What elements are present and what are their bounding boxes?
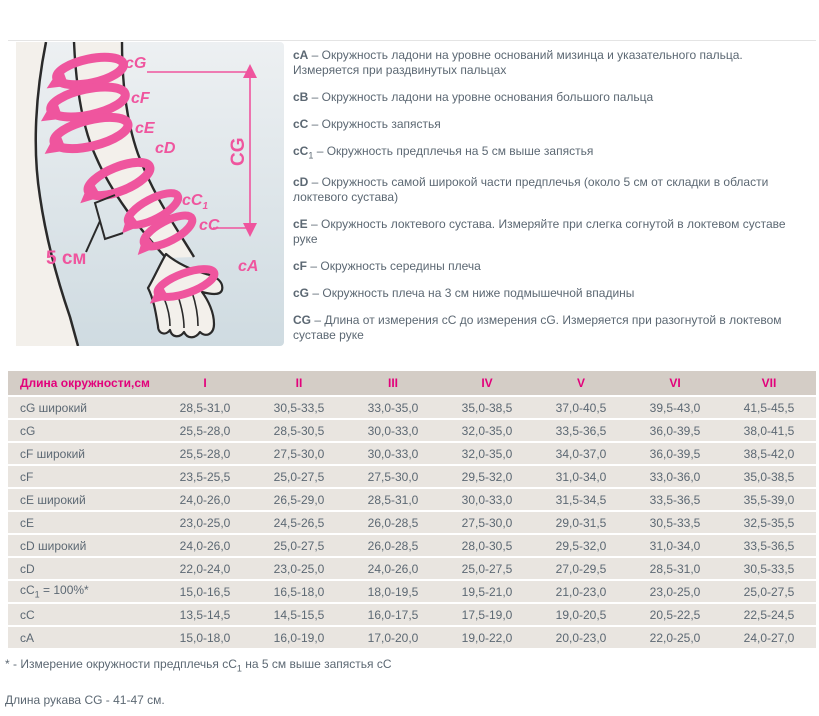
size-table bbox=[8, 369, 816, 650]
measurement-description: cB – Окружность ладони на уровне основания большого пальца bbox=[293, 90, 654, 104]
size-range-cell: 31,0-34,0 bbox=[628, 535, 722, 556]
size-range-cell: 22,0-25,0 bbox=[628, 627, 722, 648]
size-range-cell: 22,5-24,5 bbox=[722, 604, 816, 625]
size-range-cell: 31,5-34,5 bbox=[534, 489, 628, 510]
size-range-cell: 30,5-33,5 bbox=[252, 397, 346, 418]
row-label: cF bbox=[8, 466, 158, 487]
size-range-cell: 33,0-36,0 bbox=[628, 466, 722, 487]
measurement-description: $cC_1$ – Окружность предплечья на 5 см выше запястья bbox=[293, 144, 594, 161]
size-table-header-row bbox=[8, 371, 816, 395]
footnote-asterisk: * - Измерение окружности предплечья $сС_1$ на 5 см выше запястья сС bbox=[5, 657, 392, 674]
size-range-cell: 17,5-19,0 bbox=[440, 604, 534, 625]
table-row bbox=[8, 558, 816, 579]
band-label-cc1: $cC_1$ bbox=[182, 192, 209, 212]
column-header-size: II bbox=[252, 371, 346, 395]
size-range-cell: 14,5-15,5 bbox=[252, 604, 346, 625]
size-range-cell: 32,0-35,0 bbox=[440, 420, 534, 441]
size-range-cell: 24,0-27,0 bbox=[722, 627, 816, 648]
size-range-cell: 25,0-27,5 bbox=[722, 581, 816, 602]
size-range-cell: 30,0-33,0 bbox=[346, 420, 440, 441]
row-label: $cC_1 = 100\%*$ bbox=[8, 581, 158, 602]
size-range-cell: 35,0-38,5 bbox=[440, 397, 534, 418]
column-header-size: VII bbox=[722, 371, 816, 395]
size-range-cell: 33,5-36,5 bbox=[628, 489, 722, 510]
measurement-description: cA – Окружность ладони на уровне оснований мизинца и указательного пальца. Измеряется при раздвинутых пальцах bbox=[293, 48, 743, 77]
table-row bbox=[8, 443, 816, 464]
size-range-cell: 22,0-24,0 bbox=[158, 558, 252, 579]
size-range-cell: 32,0-35,0 bbox=[440, 443, 534, 464]
size-range-cell: 39,5-43,0 bbox=[628, 397, 722, 418]
size-range-cell: 23,0-25,0 bbox=[628, 581, 722, 602]
row-label: cE bbox=[8, 512, 158, 533]
size-range-cell: 35,5-39,0 bbox=[722, 489, 816, 510]
table-row bbox=[8, 627, 816, 648]
size-range-cell: 33,0-35,0 bbox=[346, 397, 440, 418]
size-range-cell: 19,0-22,0 bbox=[440, 627, 534, 648]
size-range-cell: 23,5-25,5 bbox=[158, 466, 252, 487]
table-row bbox=[8, 512, 816, 533]
size-range-cell: 28,5-30,5 bbox=[252, 420, 346, 441]
band-label-cd: cD bbox=[155, 140, 176, 157]
size-range-cell: 30,0-33,0 bbox=[346, 443, 440, 464]
size-range-cell: 17,0-20,0 bbox=[346, 627, 440, 648]
measurement-descriptions bbox=[293, 48, 805, 355]
size-range-cell: 27,5-30,0 bbox=[440, 512, 534, 533]
size-range-cell: 29,5-32,0 bbox=[440, 466, 534, 487]
row-label: cA bbox=[8, 627, 158, 648]
measurement-description: cC – Окружность запястья bbox=[293, 117, 441, 131]
size-range-cell: 16,0-19,0 bbox=[252, 627, 346, 648]
size-range-cell: 16,0-17,5 bbox=[346, 604, 440, 625]
row-label: cC bbox=[8, 604, 158, 625]
size-range-cell: 28,5-31,0 bbox=[346, 489, 440, 510]
size-range-cell: 27,5-30,0 bbox=[252, 443, 346, 464]
size-range-cell: 19,5-21,0 bbox=[440, 581, 534, 602]
size-range-cell: 38,5-42,0 bbox=[722, 443, 816, 464]
size-range-cell: 30,0-33,0 bbox=[440, 489, 534, 510]
column-header-circumference: Длина окружности,см bbox=[8, 371, 158, 395]
size-range-cell: 25,0-27,5 bbox=[252, 535, 346, 556]
size-range-cell: 24,0-26,0 bbox=[158, 535, 252, 556]
column-header-size: IV bbox=[440, 371, 534, 395]
size-range-cell: 23,0-25,0 bbox=[158, 512, 252, 533]
size-range-cell: 37,0-40,5 bbox=[534, 397, 628, 418]
cg-length-label: CG bbox=[228, 137, 249, 166]
size-range-cell: 23,0-25,0 bbox=[252, 558, 346, 579]
table-row bbox=[8, 581, 816, 602]
size-range-cell: 27,5-30,0 bbox=[346, 466, 440, 487]
size-range-cell: 25,0-27,5 bbox=[440, 558, 534, 579]
arm-measurement-illustration bbox=[16, 42, 284, 346]
size-range-cell: 34,0-37,0 bbox=[534, 443, 628, 464]
row-label: cG bbox=[8, 420, 158, 441]
measurement-description: cE – Окружность локтевого сустава. Измеряйте при слегка согнутой в локтевом суставе руке bbox=[293, 217, 786, 247]
size-range-cell: 26,0-28,5 bbox=[346, 512, 440, 533]
size-range-cell: 32,5-35,5 bbox=[722, 512, 816, 533]
five-cm-label: 5 см bbox=[46, 248, 87, 269]
size-range-cell: 28,0-30,5 bbox=[440, 535, 534, 556]
size-range-cell: 26,0-28,5 bbox=[346, 535, 440, 556]
size-range-cell: 25,5-28,0 bbox=[158, 443, 252, 464]
size-range-cell: 41,5-45,5 bbox=[722, 397, 816, 418]
table-row bbox=[8, 420, 816, 441]
arm-diagram-svg bbox=[16, 42, 284, 346]
size-range-cell: 28,5-31,0 bbox=[158, 397, 252, 418]
band-label-ca: cA bbox=[238, 258, 259, 275]
band-label-cg: cG bbox=[125, 55, 147, 72]
measurement-description: CG – Длина от измерения сС до измерения сG. Измеряется при разогнутой в локтевом суставе руке bbox=[293, 313, 782, 343]
size-range-cell: 29,0-31,5 bbox=[534, 512, 628, 533]
table-row bbox=[8, 489, 816, 510]
size-range-cell: 33,5-36,5 bbox=[722, 535, 816, 556]
size-range-cell: 18,0-19,5 bbox=[346, 581, 440, 602]
size-range-cell: 36,0-39,5 bbox=[628, 443, 722, 464]
size-range-cell: 15,0-16,5 bbox=[158, 581, 252, 602]
size-range-cell: 15,0-18,0 bbox=[158, 627, 252, 648]
size-range-cell: 24,0-26,0 bbox=[346, 558, 440, 579]
size-range-cell: 13,5-14,5 bbox=[158, 604, 252, 625]
band-label-cc: cC bbox=[199, 217, 220, 234]
size-range-cell: 20,5-22,5 bbox=[628, 604, 722, 625]
measurement-description: cF – Окружность середины плеча bbox=[293, 259, 481, 274]
sleeve-length-note: Длина рукава CG - 41-47 см. bbox=[5, 693, 165, 708]
size-range-cell: 30,5-33,5 bbox=[628, 512, 722, 533]
row-label: cD bbox=[8, 558, 158, 579]
size-range-cell: 27,0-29,5 bbox=[534, 558, 628, 579]
size-range-cell: 31,0-34,0 bbox=[534, 466, 628, 487]
size-range-cell: 29,5-32,0 bbox=[534, 535, 628, 556]
column-header-size: V bbox=[534, 371, 628, 395]
size-range-cell: 28,5-31,0 bbox=[628, 558, 722, 579]
column-header-size: III bbox=[346, 371, 440, 395]
table-row bbox=[8, 604, 816, 625]
row-label: cD широкий bbox=[8, 535, 158, 556]
size-range-cell: 24,5-26,5 bbox=[252, 512, 346, 533]
size-range-cell: 33,5-36,5 bbox=[534, 420, 628, 441]
column-header-size: I bbox=[158, 371, 252, 395]
table-row bbox=[8, 397, 816, 418]
row-label: cG широкий bbox=[8, 397, 158, 418]
size-range-cell: 21,0-23,0 bbox=[534, 581, 628, 602]
band-label-ce: cE bbox=[135, 120, 155, 137]
measurement-description: cG – Окружность плеча на 3 см ниже подмышечной впадины bbox=[293, 286, 635, 301]
row-label: cF широкий bbox=[8, 443, 158, 464]
size-range-cell: 26,5-29,0 bbox=[252, 489, 346, 510]
table-row bbox=[8, 466, 816, 487]
size-range-cell: 24,0-26,0 bbox=[158, 489, 252, 510]
size-range-cell: 16,5-18,0 bbox=[252, 581, 346, 602]
measurement-description: cD – Окружность самой широкой части предплечья (около 5 см от складки в области локтевого сустава) bbox=[293, 175, 769, 205]
footnotes bbox=[5, 657, 785, 716]
size-range-cell: 38,0-41,5 bbox=[722, 420, 816, 441]
size-range-cell: 30,5-33,5 bbox=[722, 558, 816, 579]
size-range-cell: 20,0-23,0 bbox=[534, 627, 628, 648]
size-range-cell: 36,0-39,5 bbox=[628, 420, 722, 441]
band-label-cf: cF bbox=[131, 90, 150, 107]
top-divider bbox=[8, 40, 816, 41]
column-header-size: VI bbox=[628, 371, 722, 395]
size-range-cell: 19,0-20,5 bbox=[534, 604, 628, 625]
size-range-cell: 35,0-38,5 bbox=[722, 466, 816, 487]
size-range-cell: 25,5-28,0 bbox=[158, 420, 252, 441]
table-row bbox=[8, 535, 816, 556]
row-label: cE широкий bbox=[8, 489, 158, 510]
size-range-cell: 25,0-27,5 bbox=[252, 466, 346, 487]
